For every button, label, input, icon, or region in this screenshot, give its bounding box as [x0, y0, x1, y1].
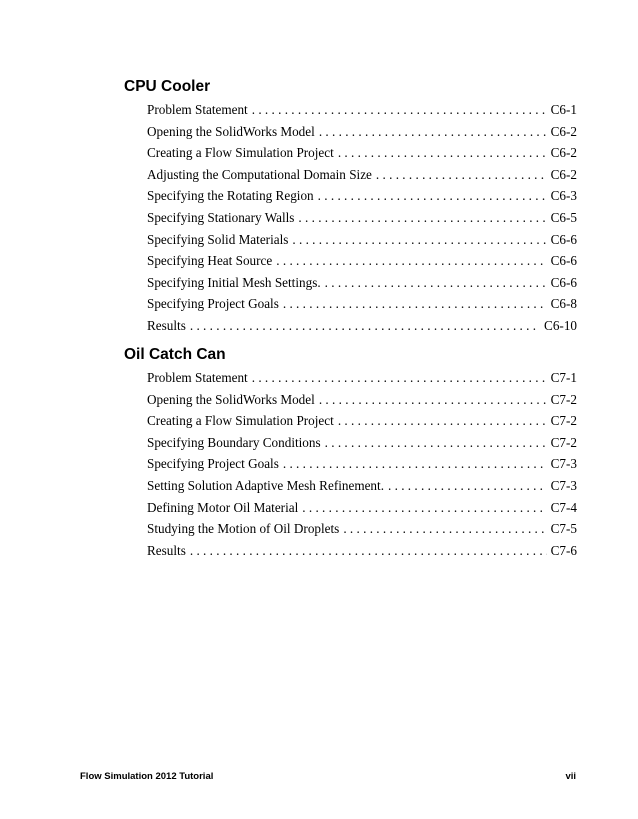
dot-leader	[283, 456, 547, 472]
dot-leader	[319, 124, 547, 140]
dot-leader	[252, 370, 547, 386]
toc-entry[interactable]	[147, 456, 577, 478]
toc-entry[interactable]	[147, 124, 577, 146]
toc-entry[interactable]	[147, 413, 577, 435]
toc-entry[interactable]	[147, 500, 577, 522]
dot-leader	[302, 500, 546, 516]
toc-entry-title: Setting Solution Adaptive Mesh Refinement.	[147, 477, 384, 493]
toc-entry[interactable]	[147, 478, 577, 500]
toc-entry-page: C7-1	[550, 370, 577, 385]
toc-entry-title: Opening the SolidWorks Model	[147, 391, 315, 407]
toc-entry-page: C7-6	[550, 542, 577, 558]
dot-leader	[376, 167, 547, 183]
dot-leader	[190, 543, 547, 559]
toc-entry-page: C6-6	[550, 274, 577, 290]
toc-entry-page: C6-6	[550, 231, 577, 247]
toc-entry[interactable]	[147, 370, 577, 392]
toc-entry-title: Specifying the Rotating Region	[147, 188, 314, 204]
section-title-cpu-cooler: CPU Cooler	[124, 78, 211, 95]
toc-entry-title: Creating a Flow Simulation Project	[147, 413, 334, 429]
toc-entry-title: Results	[147, 542, 186, 558]
toc-entry-title: Adjusting the Computational Domain Size	[147, 166, 372, 182]
toc-entry-title: Studying the Motion of Oil Droplets	[147, 521, 340, 537]
dot-leader	[190, 318, 540, 334]
toc-entry-title: Problem Statement	[147, 102, 248, 117]
toc-entry[interactable]	[147, 296, 577, 318]
dot-leader	[283, 296, 547, 312]
toc-entry-page: C7-3	[550, 477, 577, 493]
toc-entry-title: Specifying Project Goals	[147, 296, 279, 312]
toc-entry-page: C6-8	[550, 296, 577, 312]
toc-entry-title: Opening the SolidWorks Model	[147, 123, 315, 139]
dot-leader	[318, 188, 547, 204]
toc-entry-page: C6-2	[550, 145, 577, 161]
toc-entry-title: Specifying Boundary Conditions	[147, 434, 321, 450]
toc-entry-page: C6-2	[550, 123, 577, 139]
footer-page-number: vii	[565, 771, 576, 782]
toc-entry-title: Defining Motor Oil Material	[147, 499, 299, 515]
dot-leader	[338, 413, 547, 429]
toc-entry-title: Specifying Solid Materials	[147, 231, 289, 247]
toc-entry[interactable]	[147, 392, 577, 414]
toc-entry[interactable]	[147, 435, 577, 457]
toc-entry-page: C6-10	[544, 317, 577, 333]
toc-entry[interactable]	[147, 102, 577, 124]
toc-entry-title: Specifying Stationary Walls	[147, 209, 295, 225]
dot-leader	[319, 392, 547, 408]
dot-leader	[276, 253, 546, 269]
toc-entry[interactable]	[147, 543, 577, 565]
toc-entry[interactable]	[147, 275, 577, 297]
dot-leader	[338, 145, 547, 161]
toc-entry-title: Specifying Initial Mesh Settings.	[147, 274, 321, 290]
dot-leader	[388, 478, 547, 494]
toc-entry-page: C7-5	[550, 521, 577, 537]
dot-leader	[325, 435, 547, 451]
toc-entry-page: C6-1	[550, 102, 577, 117]
toc-entry-page: C7-2	[550, 434, 577, 450]
toc-entry[interactable]	[147, 188, 577, 210]
toc-entry[interactable]	[147, 167, 577, 189]
toc-entry[interactable]	[147, 521, 577, 543]
dot-leader	[298, 210, 546, 226]
toc-entry-title: Specifying Project Goals	[147, 456, 279, 472]
toc-entry-page: C6-2	[550, 166, 577, 182]
toc-entry-page: C6-5	[550, 209, 577, 225]
toc-entry-page: C7-2	[550, 413, 577, 429]
toc-entry[interactable]	[147, 145, 577, 167]
toc-entry-page: C7-2	[550, 391, 577, 407]
toc-entry[interactable]	[147, 232, 577, 254]
dot-leader	[252, 102, 547, 118]
toc-entry-title: Creating a Flow Simulation Project	[147, 145, 334, 161]
toc-entry-page: C6-3	[550, 188, 577, 204]
toc-list-cpu-cooler	[147, 102, 577, 340]
dot-leader	[292, 232, 546, 248]
footer-document-title: Flow Simulation 2012 Tutorial	[80, 771, 214, 782]
toc-list-oil-catch-can	[147, 370, 577, 564]
toc-entry[interactable]	[147, 210, 577, 232]
section-title-oil-catch-can: Oil Catch Can	[124, 346, 226, 363]
toc-entry-title: Specifying Heat Source	[147, 253, 273, 269]
toc-entry-title: Problem Statement	[147, 370, 248, 385]
dot-leader	[343, 521, 546, 537]
toc-entry-page: C7-4	[550, 499, 577, 515]
toc-entry-page: C6-6	[550, 253, 577, 269]
toc-entry[interactable]	[147, 253, 577, 275]
toc-entry[interactable]	[147, 318, 577, 340]
toc-entry-page: C7-3	[550, 456, 577, 472]
dot-leader	[325, 275, 547, 291]
toc-entry-title: Results	[147, 317, 186, 333]
